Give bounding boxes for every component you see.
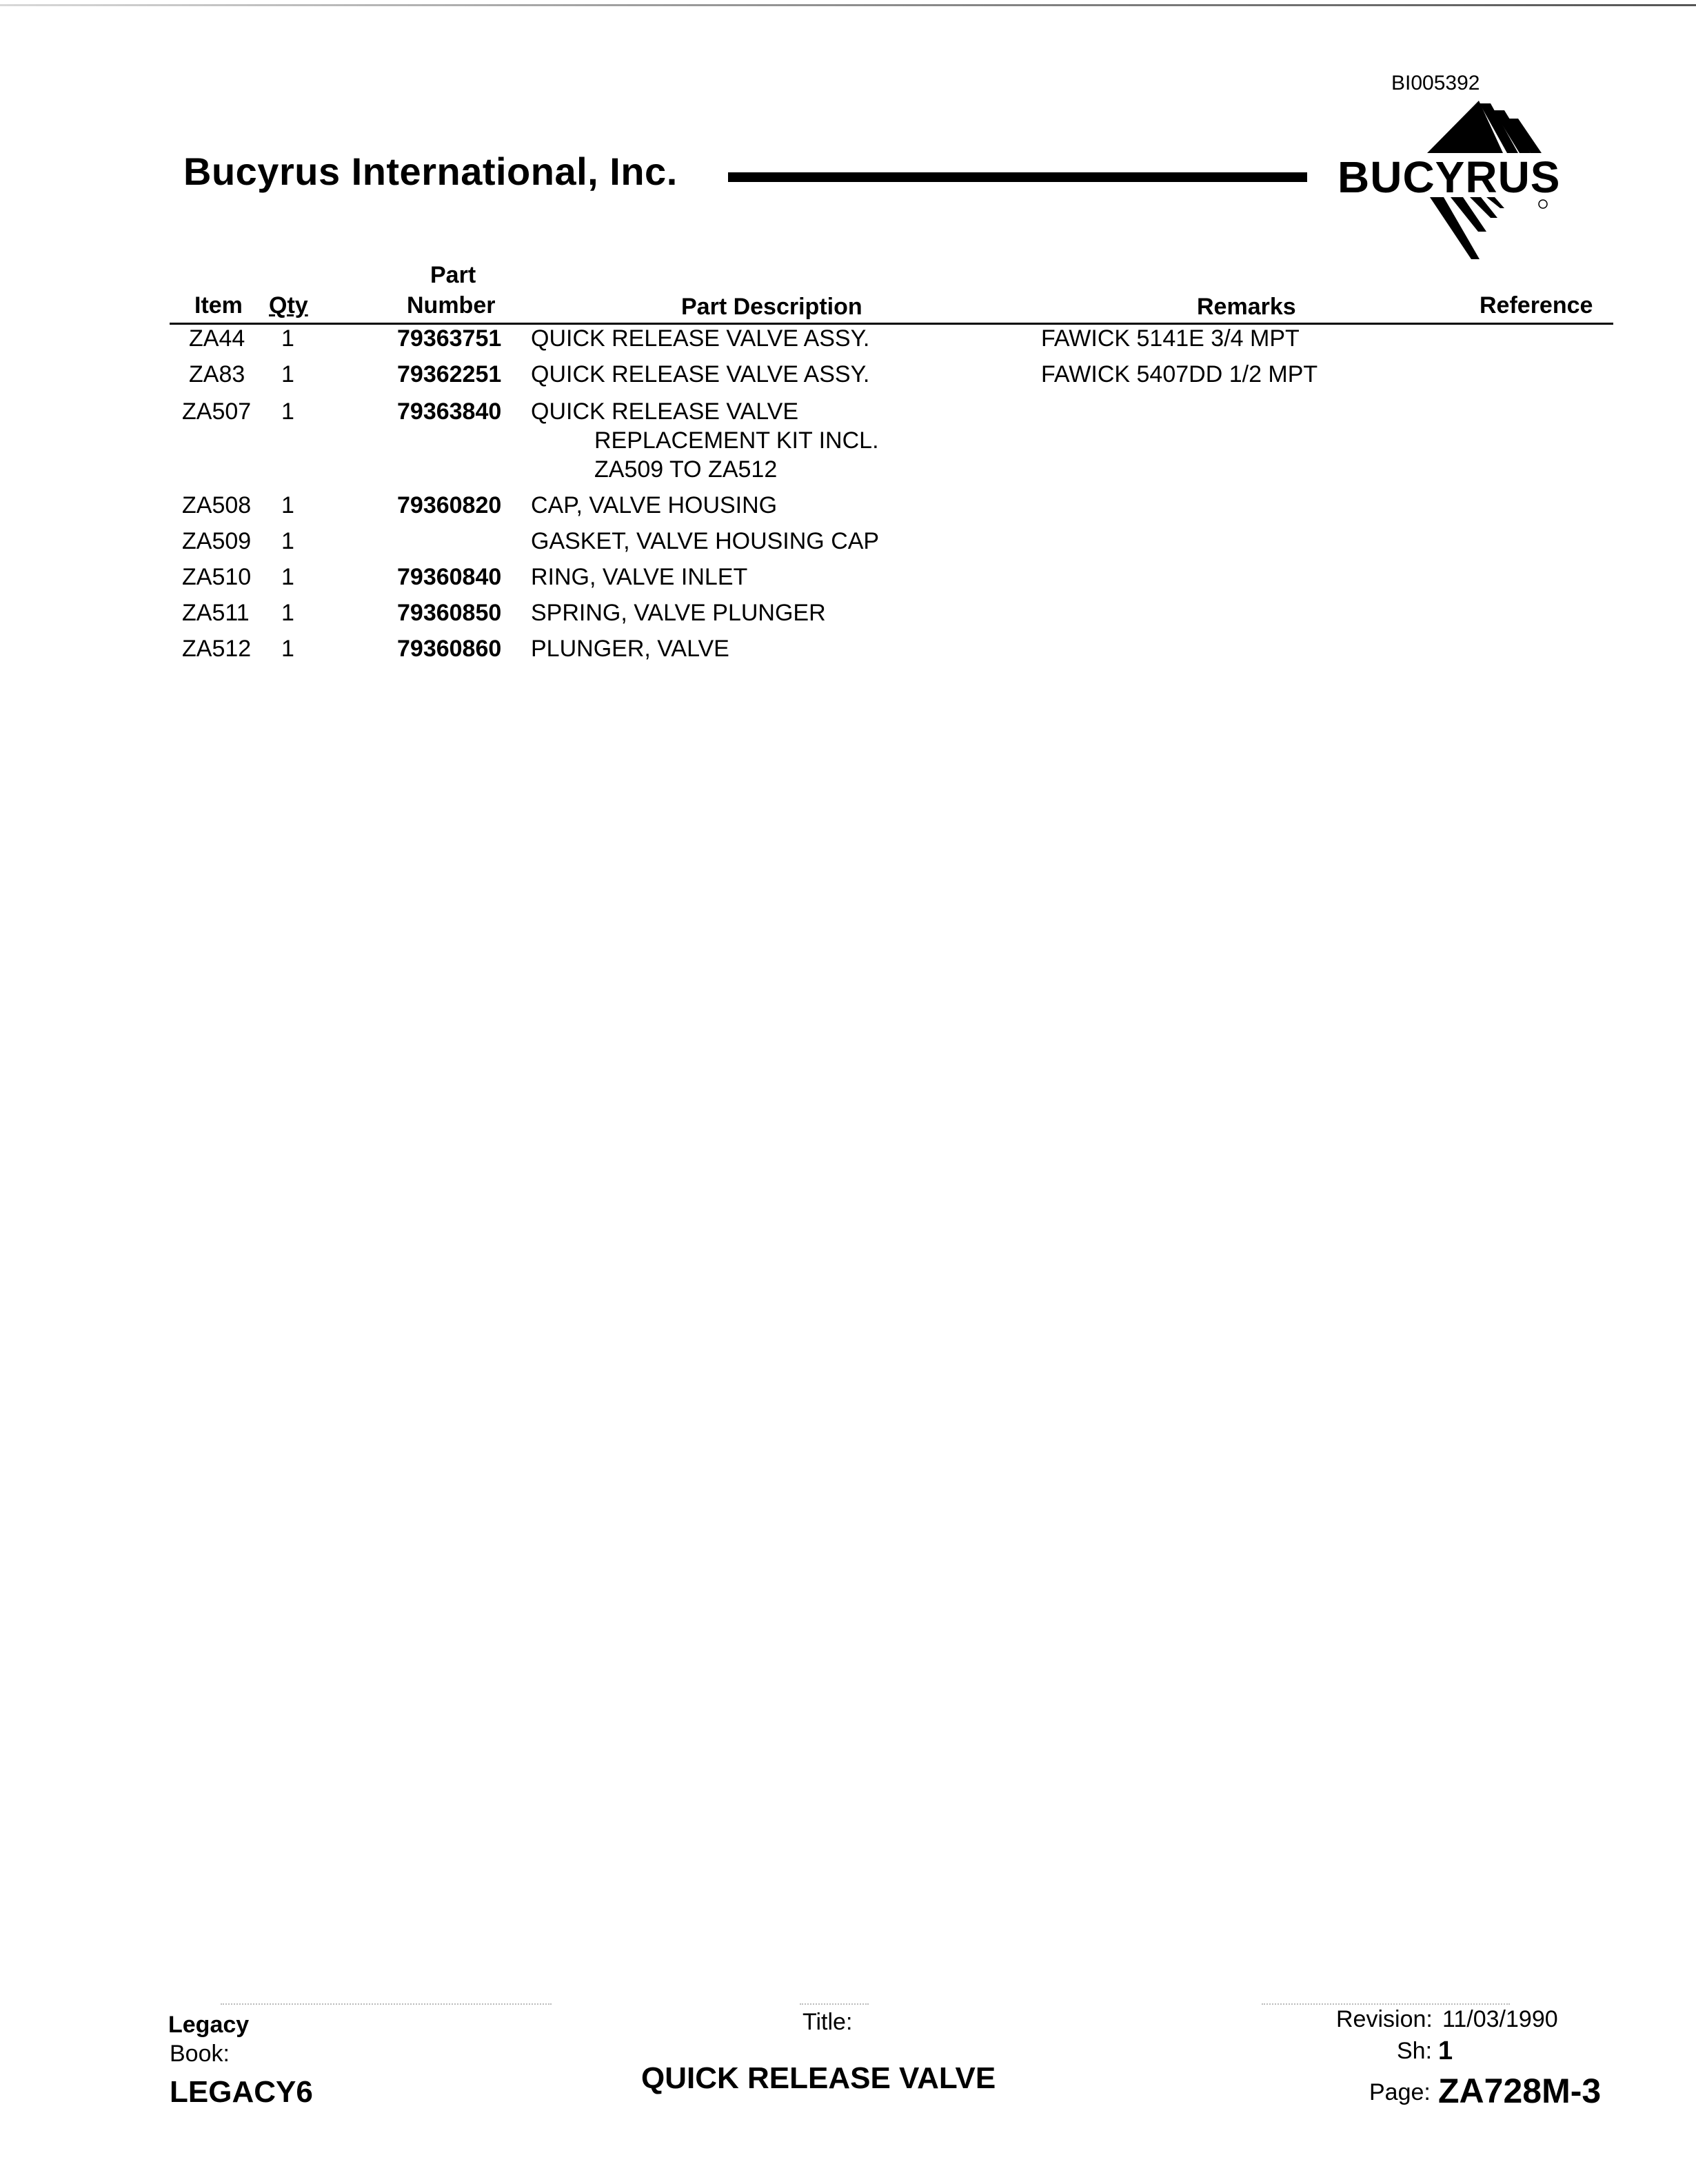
logo-wordmark: BUCYRUS	[1337, 152, 1561, 202]
column-header-reference: Reference	[1480, 292, 1593, 318]
row-2-remarks: FAWICK 5407DD 1/2 MPT	[1041, 361, 1318, 387]
row-1-remarks: FAWICK 5141E 3/4 MPT	[1041, 325, 1300, 352]
table-header-rule	[170, 323, 1613, 325]
row-1-qty: 1	[281, 325, 294, 352]
row-1-description: QUICK RELEASE VALVE ASSY.	[531, 325, 870, 352]
footer-title-label: Title:	[802, 2009, 853, 2035]
row-7-qty: 1	[281, 600, 294, 626]
row-1-part-number: 79363751	[397, 325, 502, 352]
row-7-description: SPRING, VALVE PLUNGER	[531, 600, 826, 626]
column-header-item: Item	[194, 292, 243, 318]
row-8-description: PLUNGER, VALVE	[531, 636, 729, 662]
row-6-description: RING, VALVE INLET	[531, 564, 748, 590]
row-3-description-line1: QUICK RELEASE VALVE	[531, 398, 798, 425]
column-header-description: Part Description	[681, 294, 862, 320]
row-2-item: ZA83	[189, 361, 245, 387]
row-6-part-number: 79360840	[397, 564, 502, 590]
column-header-part-line1: Part	[430, 262, 476, 288]
column-header-qty: Qty	[269, 292, 308, 318]
footer-revision-value: 11/03/1990	[1442, 2006, 1558, 2032]
row-8-item: ZA512	[182, 636, 252, 662]
row-3-part-number: 79363840	[397, 398, 502, 425]
row-6-item: ZA510	[182, 564, 252, 590]
row-7-part-number: 79360850	[397, 600, 502, 626]
row-3-description-line3: ZA509 TO ZA512	[594, 456, 778, 483]
row-1-item: ZA44	[189, 325, 245, 352]
column-header-remarks: Remarks	[1197, 294, 1296, 320]
footer-sheet-label: Sh:	[1397, 2038, 1433, 2064]
document-id: BI005392	[1391, 72, 1480, 94]
column-header-part-line2: Number	[407, 292, 496, 318]
row-8-part-number: 79360860	[397, 636, 502, 662]
row-4-item: ZA508	[182, 492, 252, 518]
footer-page-value: ZA728M-3	[1438, 2072, 1602, 2110]
footer-revision-label: Revision:	[1336, 2006, 1433, 2032]
row-5-qty: 1	[281, 528, 294, 554]
row-3-qty: 1	[281, 398, 294, 425]
row-4-part-number: 79360820	[397, 492, 502, 518]
footer-dotted-line-left	[221, 2003, 552, 2006]
row-2-qty: 1	[281, 361, 294, 387]
footer-title-value: QUICK RELEASE VALVE	[641, 2061, 996, 2095]
top-scan-line	[0, 4, 1696, 6]
row-6-qty: 1	[281, 564, 294, 590]
row-2-description: QUICK RELEASE VALVE ASSY.	[531, 361, 870, 387]
footer-book-label: Book:	[170, 2041, 230, 2067]
row-3-description-line2: REPLACEMENT KIT INCL.	[594, 427, 879, 454]
row-5-description: GASKET, VALVE HOUSING CAP	[531, 528, 880, 554]
footer-book-value: LEGACY6	[170, 2075, 313, 2109]
row-8-qty: 1	[281, 636, 294, 662]
header-rule	[728, 172, 1307, 182]
bucyrus-logo	[1337, 97, 1613, 269]
row-7-item: ZA511	[182, 600, 250, 626]
row-3-item: ZA507	[182, 398, 252, 425]
footer-dotted-line-center	[800, 2003, 869, 2006]
row-4-qty: 1	[281, 492, 294, 518]
row-4-description: CAP, VALVE HOUSING	[531, 492, 778, 518]
footer-legacy-label: Legacy	[168, 2012, 250, 2038]
row-5-item: ZA509	[182, 528, 252, 554]
footer-sheet-value: 1	[1438, 2036, 1453, 2065]
row-2-part-number: 79362251	[397, 361, 502, 387]
footer-page-label: Page:	[1369, 2079, 1431, 2105]
company-name: Bucyrus International, Inc.	[183, 150, 678, 193]
